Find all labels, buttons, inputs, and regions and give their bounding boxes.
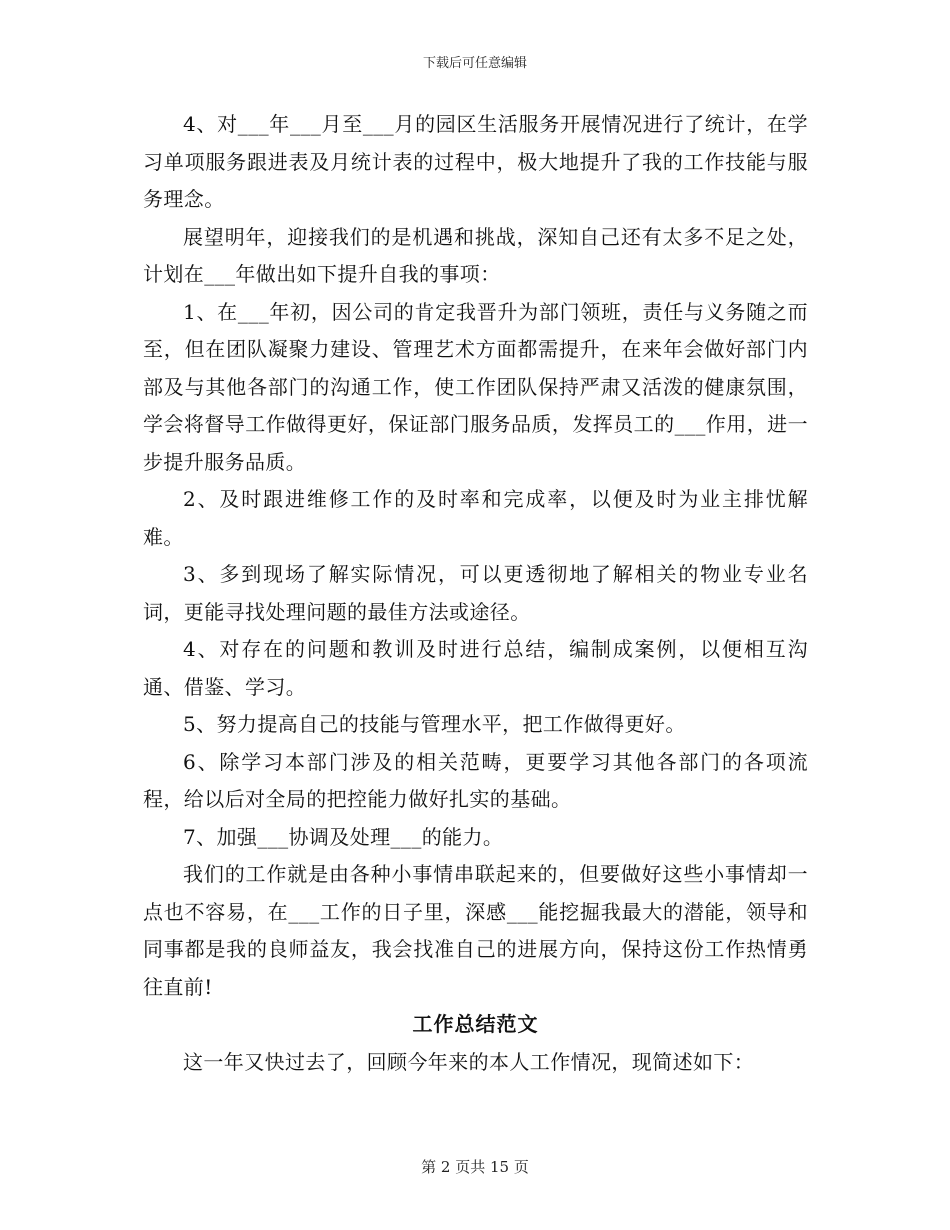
paragraph: 2、及时跟进维修工作的及时率和完成率，以便及时为业主排忧解难。	[143, 487, 808, 549]
paragraph: 这一年又快过去了，回顾今年来的本人工作情况，现简述如下：	[183, 1049, 755, 1074]
paragraph: 4、对存在的问题和教训及时进行总结，编制成案例，以便相互沟通、借鉴、学习。	[143, 637, 808, 699]
page-header: 下载后可任意编辑	[422, 56, 527, 71]
paragraph: 7、加强___协调及处理___的能力。	[183, 824, 504, 849]
paragraph: 我们的工作就是由各种小事情串联起来的，但要做好这些小事情却一点也不容易，在___工作的日子里，深感___能挖掘我最大的潜能，领导和同事都是我的良师益友，我会找准自己的进展方向，保持这份工作热情勇往直前!	[143, 862, 808, 999]
page-footer: 第 2 页共 15 页	[421, 1158, 529, 1176]
document-body	[143, 106, 808, 1081]
paragraph: 6、除学习本部门涉及的相关范畴，更要学习其他各部门的各项流程，给以后对全局的把控能力做好扎实的基础。	[143, 749, 808, 811]
section-heading: 工作总结范文	[412, 1012, 539, 1036]
paragraph: 5、努力提高自己的技能与管理水平，把工作做得更好。	[183, 712, 686, 736]
paragraph: 4、对___年___月至___月的园区生活服务开展情况进行了统计，在学习单项服务跟进表及月统计表的过程中，极大地提升了我的工作技能与服务理念。	[143, 112, 808, 211]
paragraph: 1、在___年初，因公司的肯定我晋升为部门领班，责任与义务随之而至，但在团队凝聚力建设、管理艺术方面都需提升，在来年会做好部门内部及与其他各部门的沟通工作，使工作团队保持严肃又活泼的健康氛围，学会将督导工作做得更好，保证部门服务品质，发挥员工的___作用，进一步提升服务品质。	[143, 299, 808, 474]
paragraph: 展望明年，迎接我们的是机遇和挑战，深知自己还有太多不足之处，计划在___年做出如下提升自我的事项：	[143, 224, 808, 286]
paragraph: 3、多到现场了解实际情况，可以更透彻地了解相关的物业专业名词，更能寻找处理问题的最佳方法或途径。	[143, 562, 808, 624]
